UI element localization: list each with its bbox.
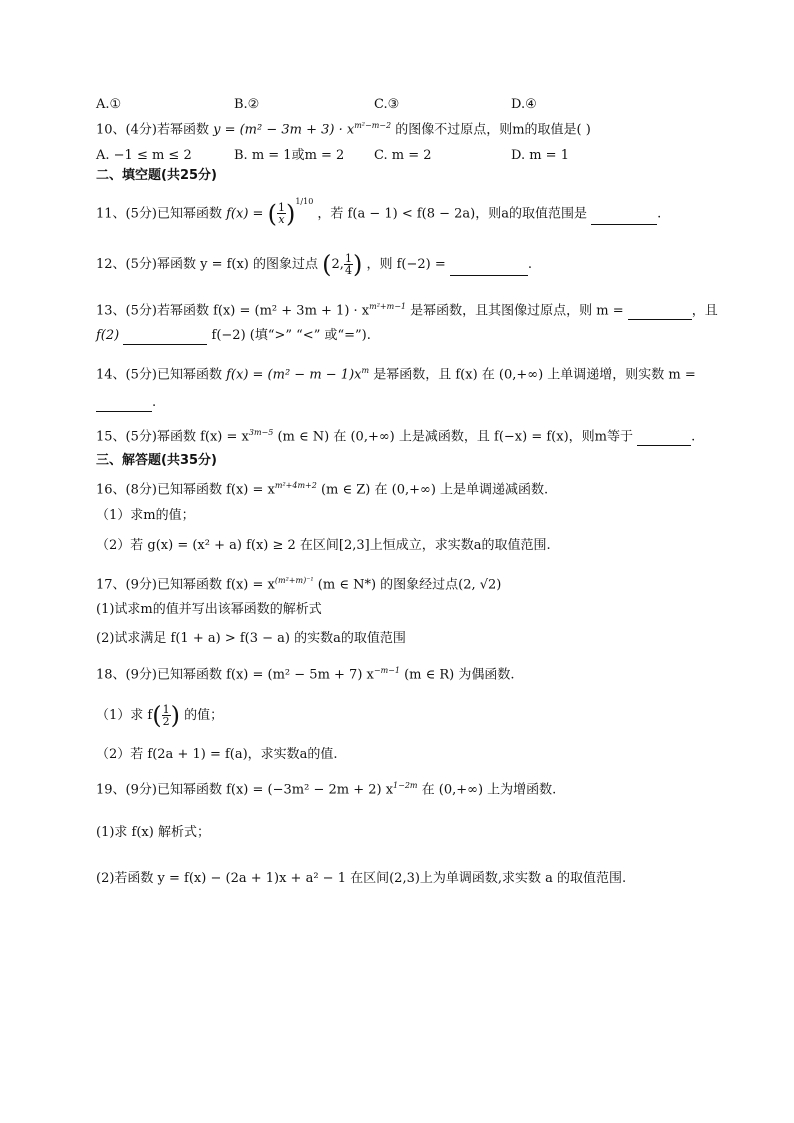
q18-fraction-num: 1 [162,703,170,716]
q18-left-paren: ( [152,701,162,730]
q13-exponent: m²+m−1 [369,302,407,311]
question-17 [96,572,501,594]
q13-answer-blank-compare[interactable] [123,330,207,345]
question-14-line2 [96,394,156,412]
q17-part1: (1)试求m的值并写出该幂函数的解析式 [96,602,322,617]
q10-exponent: m²−m−2 [354,121,392,130]
q19-part1: (1)求 f(x) 解析式； [96,825,210,840]
q10-option-d: D. m = 1 [511,148,569,163]
q11-answer-blank[interactable] [591,210,657,225]
q13-suffix: 是幂函数，且其图像过原点，则 m = [410,303,624,319]
q18-fraction [162,704,171,727]
q16-prefix: 16、(8分)已知幂函数 f(x) = x [96,482,275,498]
question-16 [96,477,548,499]
q14-suffix: 是幂函数，且 f(x) 在 (0,+∞) 上单调递增，则实数 m = [373,367,696,383]
q10-option-c: C. m = 2 [374,148,432,163]
q9-option-b: B.② [234,97,260,112]
q14-formula: f(x) = (m² − m − 1)x [226,367,362,383]
q16-exponent: m²+4m+2 [274,481,317,490]
section-fill-blank-heading: 二、填空题(共25分) [96,168,217,183]
q11-function: f(x) = [226,206,264,222]
question-12 [96,250,533,279]
q11-left-paren: ( [267,199,277,228]
q12-fraction [344,253,353,276]
q9-option-a: A.① [96,97,122,112]
q11-prefix: 11、(5分)已知幂函数 [96,206,222,222]
q11-fraction [277,202,286,225]
q12-point-x: 2, [331,257,344,272]
q10-prefix: 10、(4分)若幂函数 [96,122,209,138]
q17-suffix: (m ∈ N*) 的图象经过点(2, √2) [317,577,502,593]
q18-prefix: 18、(9分)已知幂函数 f(x) = (m² − 5m + 7) x [96,667,374,683]
q17-exponent: (m²+m)⁻¹ [274,576,314,585]
q18-part1-end: 的值； [184,708,224,723]
q11-right-paren: ) [285,199,296,228]
q13-fneg2: f(−2) (填“>” “<” 或“=”). [211,328,371,343]
q12-fraction-den: 4 [344,264,352,277]
q18-right-paren: ) [170,701,180,730]
section-answer-heading: 三、解答题(共35分) [96,453,217,468]
q12-answer-blank[interactable] [450,261,528,276]
q10-formula: y = (m² − 3m + 3) · x [213,122,355,138]
question-14 [96,362,696,384]
q15-end: . [691,429,696,445]
q10-suffix: 的图像不过原点，则m的取值是( ) [395,122,591,138]
q9-option-c: C.③ [374,97,400,112]
q14-prefix: 14、(5分)已知幂函数 [96,367,222,383]
q19-suffix: 在 (0,+∞) 上为增函数. [421,782,557,798]
question-19 [96,777,556,799]
q15-prefix: 15、(5分)幂函数 f(x) = x [96,429,249,445]
q15-answer-blank[interactable] [637,431,691,446]
q17-prefix: 17、(9分)已知幂函数 f(x) = x [96,577,275,593]
question-18 [96,662,515,684]
q10-option-b: B. m = 1或m = 2 [234,148,345,163]
q12-suffix: ，则 f(−2) = [366,257,446,272]
q12-prefix: 12、(5分)幂函数 y = f(x) 的图象过点 [96,257,319,272]
q13-prefix: 13、(5分)若幂函数 f(x) = (m² + 3m + 1) · x [96,303,370,319]
question-11 [96,197,662,228]
q14-end: . [152,395,157,410]
q12-right-paren: ) [352,250,363,279]
q11-fraction-num: 1 [277,201,285,215]
question-10 [96,117,591,139]
q9-option-d: D.④ [511,97,537,112]
q13-answer-blank-m[interactable] [628,305,692,320]
q16-part2: （2）若 g(x) = (x² + a) f(x) ≥ 2 在区间[2,3]上恒成立，求实数a的取值范围. [96,538,551,553]
q16-part1: （1）求m的值； [96,508,195,523]
q13-tail: ，且 [691,303,718,319]
q13-f2: f(2) [96,328,120,343]
q19-prefix: 19、(9分)已知幂函数 f(x) = (−3m² − 2m + 2) x [96,782,394,798]
q19-part2: (2)若函数 y = f(x) − (2a + 1)x + a² − 1 在区间(2,3)上为单调函数,求实数 a 的取值范围. [96,871,627,886]
question-13 [96,298,718,320]
q10-option-a: A. −1 ≤ m ≤ 2 [96,148,192,163]
q19-exponent: 1−2m [393,781,418,790]
q18-fraction-den: 2 [162,715,170,728]
q17-part2: (2)试求满足 f(1 + a) > f(3 − a) 的实数a的取值范围 [96,631,406,646]
q11-end: . [657,206,662,222]
q12-left-paren: ( [322,250,332,279]
q11-exponent: 1/10 [295,197,314,206]
q18-part2: （2）若 f(2a + 1) = f(a)，求实数a的值. [96,747,338,762]
question-13-line2 [96,327,371,345]
q15-exponent: 3m−5 [248,428,274,437]
q12-fraction-num: 1 [344,252,352,265]
q18-part1 [96,701,224,730]
q18-suffix: (m ∈ R) 为偶函数. [404,667,515,683]
q12-end: . [527,257,533,272]
q14-exponent: m [361,366,370,375]
q18-part1-text: （1）求 f [96,708,153,723]
q11-fraction-den: x [278,213,285,227]
q15-suffix: (m ∈ N) 在 (0,+∞) 上是减函数，且 f(−x) = f(x)，则m等于 [277,429,633,445]
question-15 [96,424,695,446]
q11-suffix: ，若 f(a − 1) < f(8 − 2a)，则a的取值范围是 [317,206,588,222]
q14-answer-blank[interactable] [96,397,152,412]
q18-exponent: −m−1 [373,666,400,675]
q16-suffix: (m ∈ Z) 在 (0,+∞) 上是单调递减函数. [320,482,549,498]
